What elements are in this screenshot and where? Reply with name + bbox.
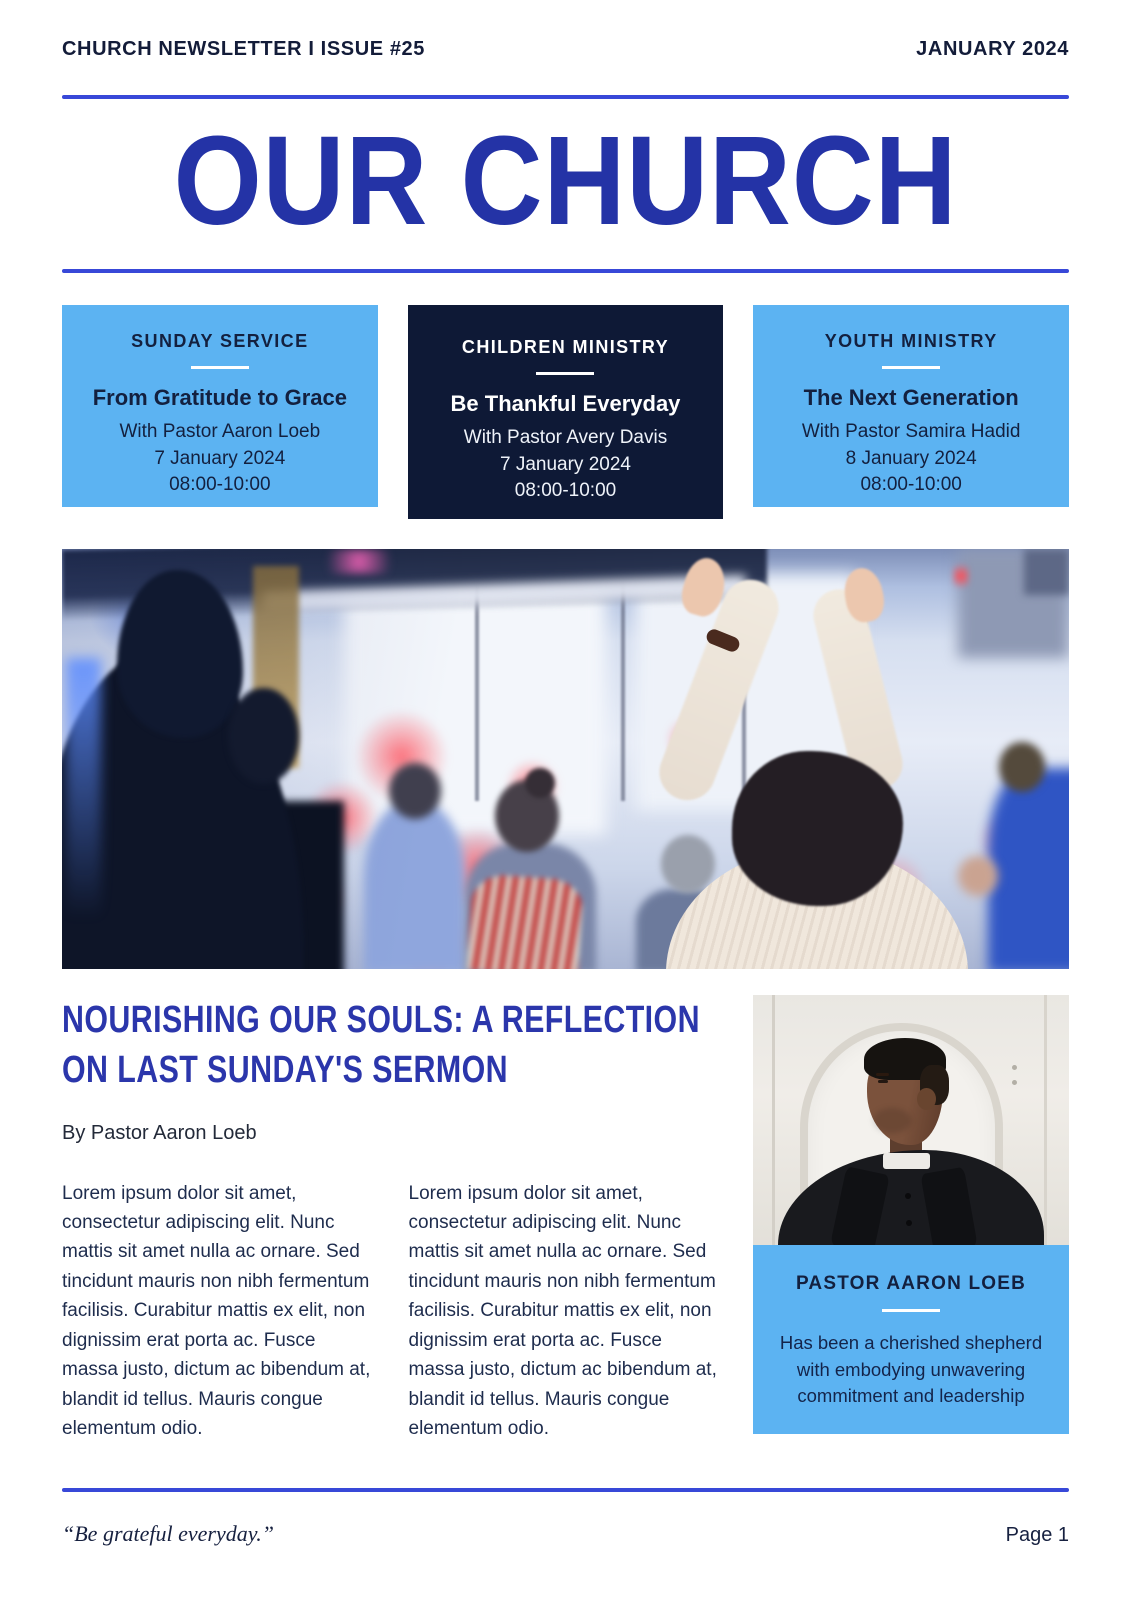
pastor-description: Has been a cherished shepherd with embodying unwavering commitment and leadership	[779, 1332, 1043, 1406]
newsletter-issue-label: CHURCH NEWSLETTER I ISSUE #25	[62, 38, 426, 60]
article-section	[62, 995, 1069, 1443]
card-details	[76, 419, 364, 498]
article-text-columns	[62, 1179, 723, 1444]
footer-bar	[62, 1521, 1069, 1547]
pastor-photo	[753, 995, 1069, 1245]
pastor-eye	[878, 1080, 888, 1083]
card-details	[422, 425, 710, 504]
card-time: 08:00-10:00	[169, 473, 271, 495]
footer-divider-rule	[62, 1488, 1069, 1492]
foreground-silhouette-head	[228, 688, 298, 785]
card-title: Be Thankful Everyday	[450, 391, 681, 417]
card-presenter: With Pastor Samira Hadid	[801, 421, 1021, 443]
card-details	[767, 419, 1055, 498]
pastor-caption-card	[753, 1245, 1069, 1434]
headline-line-1: NOURISHING OUR SOULS: A REFLECTION	[62, 999, 700, 1042]
article-column-1: Lorem ipsum dolor sit amet, consectetur adipiscing elit. Nunc mattis sit amet nulla ac ornare. Sed tincidunt mauris non nibh fermentum facilisis. Curabitur mattis ex elit, non dignissim erat porta ac. Fusce massa justo, dictum ac bibendum at, blandit id tellus. Mauris congue elementum odio.	[62, 1182, 371, 1440]
masthead-title: OUR CHURCH	[173, 110, 958, 251]
newsletter-date-label: JANUARY 2024	[916, 38, 1069, 60]
card-title: The Next Generation	[803, 385, 1019, 411]
door-frame	[772, 995, 775, 1245]
article-byline: By Pastor Aaron Loeb	[62, 1121, 257, 1144]
card-date: 8 January 2024	[845, 447, 977, 469]
clerical-collar	[883, 1153, 930, 1169]
card-time: 08:00-10:00	[860, 473, 962, 495]
pastor-name-label: PASTOR AARON LOEB	[795, 1273, 1027, 1295]
silhouette-rim-light	[66, 658, 101, 918]
card-date: 7 January 2024	[154, 447, 286, 469]
card-divider	[536, 372, 594, 375]
schedule-card-sunday-service	[62, 305, 378, 507]
page-number: Page 1	[1005, 1524, 1069, 1546]
card-label: YOUTH MINISTRY	[824, 331, 998, 352]
schedule-card-youth-ministry	[753, 305, 1069, 507]
article-column-2: Lorem ipsum dolor sit amet, consectetur adipiscing elit. Nunc mattis sit amet nulla ac ornare. Sed tincidunt mauris non nibh fermentum facilisis. Curabitur mattis ex elit, non dignissim erat porta ac. Fusce massa justo, dictum ac bibendum at, blandit id tellus. Mauris congue elementum odio.	[408, 1182, 717, 1440]
footer-quote: “Be grateful everyday.”	[62, 1521, 275, 1546]
schedule-card-children-ministry	[408, 305, 724, 519]
jacket-button	[905, 1193, 911, 1199]
card-divider	[882, 1309, 940, 1312]
card-date: 7 January 2024	[499, 453, 631, 475]
wall-detail	[1012, 1065, 1017, 1070]
article-headline	[62, 995, 700, 1095]
headline-line-2: ON LAST SUNDAY'S SERMON	[62, 1049, 509, 1092]
door-frame	[1044, 995, 1047, 1245]
card-divider	[882, 366, 940, 369]
worship-photo	[62, 549, 1069, 969]
header-bar	[62, 0, 1069, 61]
pastor-eyebrow	[876, 1073, 889, 1076]
face-shading	[873, 1108, 911, 1133]
card-presenter: With Pastor Avery Davis	[463, 427, 668, 449]
schedule-cards-row	[62, 305, 1069, 519]
card-label: SUNDAY SERVICE	[131, 331, 309, 352]
card-title: From Gratitude to Grace	[92, 385, 347, 411]
wall-detail	[1012, 1080, 1017, 1085]
pastor-profile-column	[753, 995, 1069, 1443]
top-divider-rule	[62, 95, 1069, 99]
card-presenter: With Pastor Aaron Loeb	[119, 421, 321, 443]
card-label: CHILDREN MINISTRY	[461, 337, 670, 358]
card-divider	[191, 366, 249, 369]
card-time: 08:00-10:00	[514, 479, 617, 501]
article-body	[62, 995, 723, 1443]
masthead-divider-rule	[62, 269, 1069, 273]
